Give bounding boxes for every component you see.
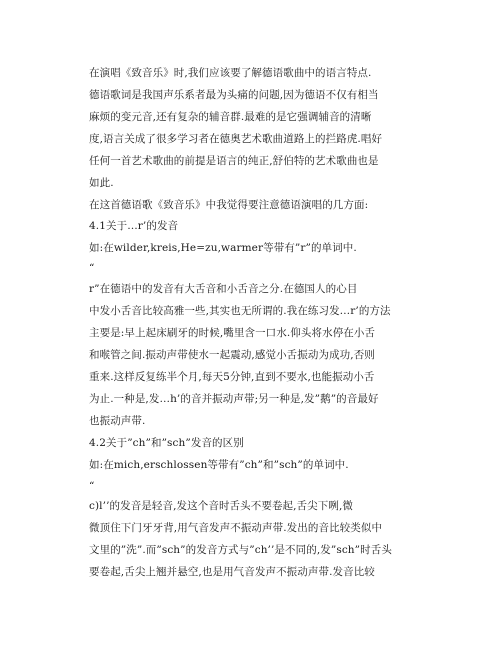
text-line: r”在德语中的发音有大舌音和小舌音之分.在德国人的心目 [89, 283, 358, 295]
text-line: 主要是:早上起床刷牙的时候,嘴里含一口水.仰头将水停在小舌 [89, 327, 376, 339]
text-line: 在这首德语歌《致音乐》中我觉得要注意德语演唱的几方面: [89, 199, 369, 211]
text-line: 任何一首艺术歌曲的前提是语言的纯正,舒伯特的艺术歌曲也是 [89, 155, 379, 167]
text-line: 在演唱《致音乐》时,我们应该要了解德语歌曲中的语言特点. [89, 67, 372, 79]
quote-mark: “ [89, 480, 95, 492]
text-line: 要卷起,舌尖上翘并悬空,也是用气音发声不振动声带.发音比较 [89, 566, 375, 578]
section-heading: 4.2关于”ch”和”sch”发音的区别 [89, 437, 244, 449]
text-line: 和喉管之间.振动声带使水一起震动,感觉小舌振动为成功,否则 [89, 349, 375, 361]
text-line: 重来.这样反复练半个月,每天5分钟,直到不要水,也能振动小舌 [89, 371, 375, 383]
text-line: 如:在wilder,kreis,He=zu,warmer等带有”r”的单词中. [89, 242, 357, 254]
text-line: 度,语言关成了很多学习者在德奥艺术歌曲道路上的拦路虎.唱好 [89, 133, 383, 145]
text-line: 文里的”洗”.而”sch”的发音方式与”ch’’是不同的,发”sch”时舌头 [89, 544, 392, 556]
text-line: 微顶住下门牙牙背,用气音发声不振动声带.发出的音比较类似中 [89, 522, 383, 534]
section-heading: 4.1关于…r’的发音 [89, 220, 179, 232]
text-line: 德语歌词是我国声乐系者最为头痛的问题,因为德语不仅有相当 [89, 89, 379, 101]
text-line: 也振动声带. [89, 415, 146, 427]
text-line: 中发小舌音比较高雅一些,其实也无所谓的.我在练习发…r’的方法 [89, 305, 391, 317]
quote-mark: “ [89, 262, 95, 274]
text-line: 为止.一种是,发…h’的音并振动声带;另一种是,发”鹅”的音最好 [89, 393, 379, 405]
text-line: 如:在mich,erschlossen等带有”ch”和”sch”的单词中. [89, 459, 349, 471]
text-line: 麻烦的变元音,还有复杂的辅音群.最难的是它强调辅音的清晰 [89, 111, 372, 123]
text-line: c)l’’的发音是轻音,发这个音时舌头不要卷起,舌尖下咧,微 [89, 500, 354, 512]
text-line: 如此. [89, 177, 114, 189]
